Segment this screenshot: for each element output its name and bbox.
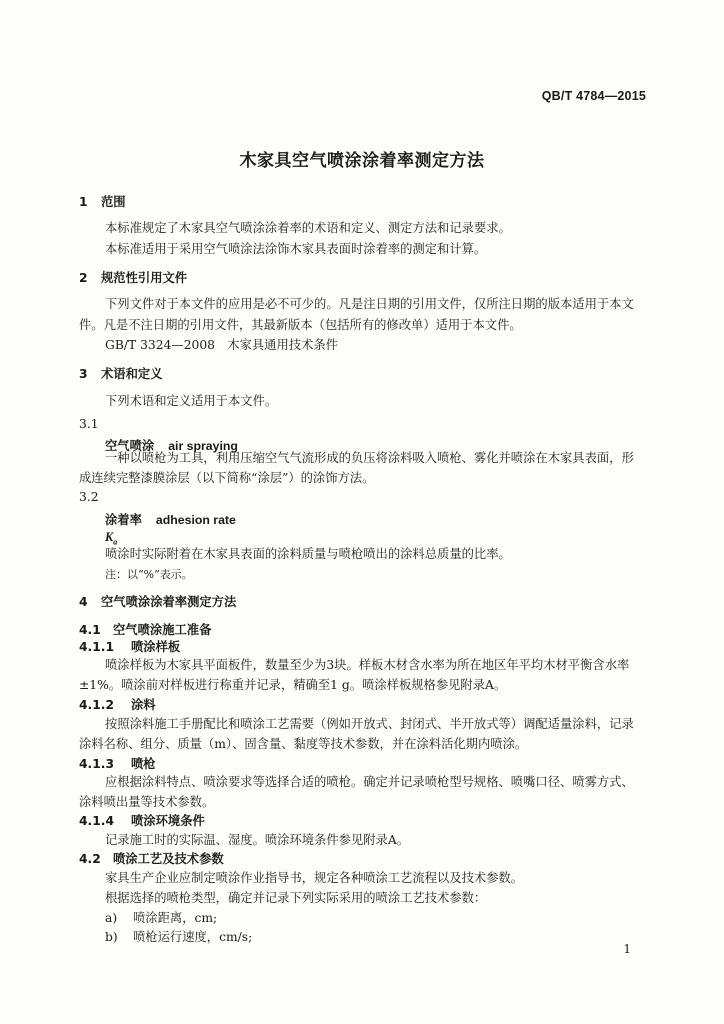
term-number: 3.1: [79, 417, 99, 431]
page-number: 1: [623, 942, 631, 956]
paragraph: 家具生产企业应制定喷涂作业指导书，规定各种喷涂工艺流程以及技术参数。: [105, 871, 524, 885]
subsection-title: 涂料: [131, 698, 156, 712]
paragraph: 本标准适用于采用空气喷涂法涂饰木家具表面时涂着率的测定和计算。: [105, 242, 487, 256]
paragraph: 喷涂样板为木家具平面板件，数量至少为3块。样板木材含水率为所在地区年平均木材平衡含水率: [105, 658, 630, 672]
term-entry: [105, 510, 236, 528]
paragraph: 应根据涂料特点、喷涂要求等选择合适的喷枪。确定并记录喷枪型号规格、喷嘴口径、喷雾方式、: [105, 775, 634, 789]
document-code: QB/T 4784—2015: [541, 89, 646, 103]
subsection-number: 4.1.4: [79, 814, 115, 828]
subsection-heading: [79, 815, 205, 827]
list-text: 喷枪运行速度，cm/s;: [133, 930, 253, 944]
paragraph: 涂料名称、组分、质量（m）、固含量、黏度等技术参数，并在涂料活化期内喷涂。: [79, 737, 528, 751]
term-en: air spraying: [168, 439, 238, 453]
definition: 喷涂时实际附着在木家具表面的涂料质量与喷枪喷出的涂料总质量的比率。: [105, 547, 511, 561]
subsection-title: 喷涂工艺及技术参数: [113, 852, 224, 866]
section-title: 范围: [101, 195, 126, 209]
section-3-heading: [79, 368, 163, 380]
subsection-title: 空气喷涂施工准备: [113, 623, 212, 637]
subsection-title: 喷涂环境条件: [131, 814, 205, 828]
subsection-heading: [79, 758, 156, 770]
reference-item: GB/T 3324—2008 木家具通用技术条件: [105, 338, 338, 352]
subsection-heading: [79, 853, 224, 865]
list-label: b): [105, 930, 118, 944]
subsection-title: 喷涂样板: [131, 640, 181, 654]
page-title: 木家具空气喷涂涂着率测定方法: [239, 151, 485, 171]
section-number: 1: [79, 195, 88, 209]
subsection-title: 喷枪: [131, 757, 156, 771]
term-symbol: $K_a$: [105, 530, 118, 547]
paragraph: 根据选择的喷枪类型，确定并记录下列实际采用的喷涂工艺技术参数：: [105, 891, 487, 905]
term-en: adhesion rate: [155, 513, 236, 527]
paragraph: 下列术语和定义适用于本文件。: [105, 394, 278, 408]
section-number: 2: [79, 271, 88, 285]
subsection-number: 4.1.3: [79, 757, 115, 771]
section-title: 规范性引用文件: [101, 271, 188, 285]
list-text: 喷涂距离，cm;: [133, 911, 218, 925]
subsection-number: 4.1: [79, 623, 101, 637]
subsection-heading: [79, 699, 156, 711]
paragraph: 件。凡是不注日期的引用文件，其最新版本（包括所有的修改单）适用于本文件。: [79, 318, 522, 332]
list-label: a): [105, 911, 118, 925]
section-1-heading: [79, 196, 126, 208]
subsection-heading: [79, 641, 180, 653]
list-item: [105, 931, 252, 943]
section-title: 空气喷涂涂着率测定方法: [101, 595, 237, 609]
definition: 一种以喷枪为工具，利用压缩空气气流形成的负压将涂料吸入喷枪、雾化并喷涂在木家具表面，形: [105, 451, 634, 465]
definition: 成连续完整漆膜涂层（以下简称“涂层”）的涂饰方法。: [79, 471, 375, 485]
subsection-number: 4.1.2: [79, 698, 115, 712]
list-item: [105, 912, 217, 924]
paragraph: 涂料喷出量等技术参数。: [79, 795, 215, 809]
section-number: 4: [79, 595, 88, 609]
term-zh: 涂着率: [105, 513, 142, 527]
paragraph: 下列文件对于本文件的应用是必不可少的。凡是注日期的引用文件，仅所注日期的版本适用于本文: [105, 297, 634, 311]
subsection-heading: [79, 624, 211, 636]
section-2-heading: [79, 272, 187, 284]
subsection-number: 4.2: [79, 852, 101, 866]
section-number: 3: [79, 367, 88, 381]
note: 注：以“%”表示。: [105, 568, 193, 581]
term-zh: 空气喷涂: [105, 439, 155, 453]
paragraph: 本标准规定了木家具空气喷涂涂着率的术语和定义、测定方法和记录要求。: [105, 221, 511, 235]
section-title: 术语和定义: [101, 367, 163, 381]
term-number: 3.2: [79, 490, 99, 504]
subsection-number: 4.1.1: [79, 640, 115, 654]
paragraph: ±1%。喷涂前对样板进行称重并记录，精确至1 g。喷涂样板规格参见附录A。: [79, 678, 507, 692]
section-4-heading: [79, 596, 236, 608]
paragraph: 按照涂料施工手册配比和喷涂工艺需要（例如开放式、封闭式、半开放式等）调配适量涂料，记录: [105, 717, 634, 731]
paragraph: 记录施工时的实际温、湿度。喷涂环境条件参见附录A。: [105, 833, 410, 847]
